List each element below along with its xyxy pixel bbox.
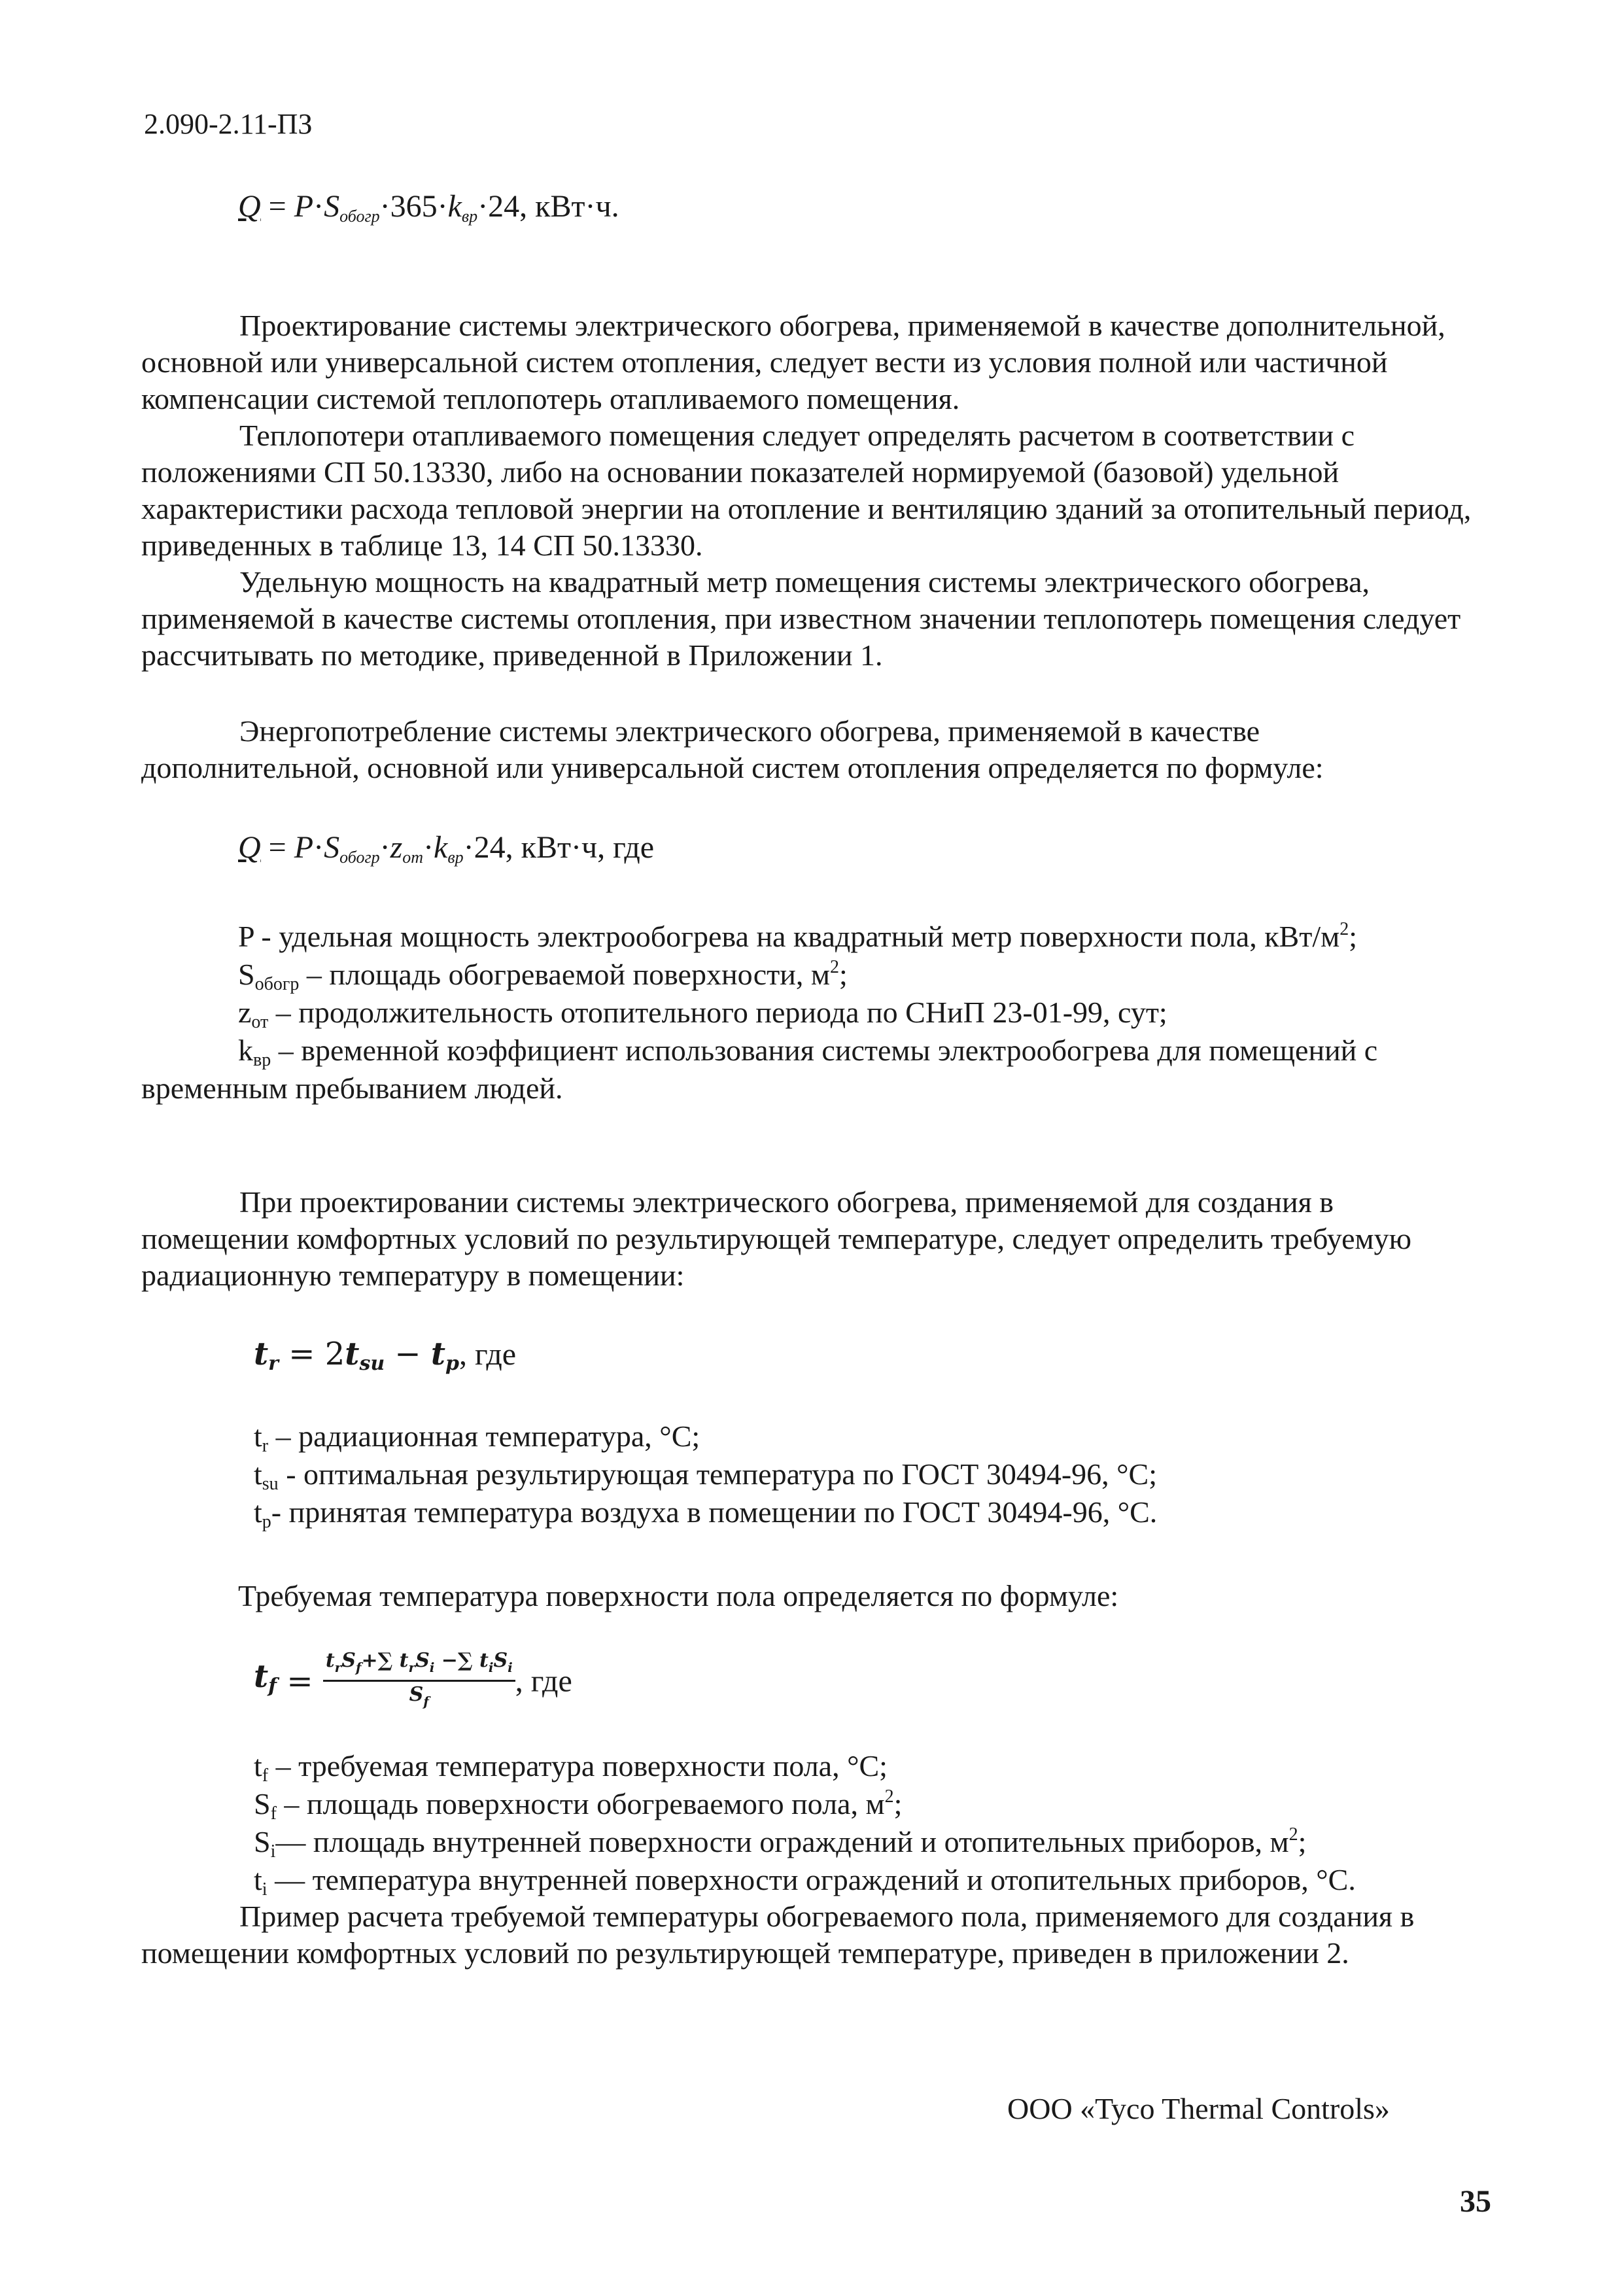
- formula-radiation-temp: $t_r = 2t_{su} - t_p$, где: [254, 1336, 517, 1375]
- definition-s-heated: $S_{обогр}$ – площадь обогреваемой поверхности, $м^2$;: [238, 957, 848, 994]
- paragraph-comfort: При проектировании системы электрического обогрева, применяемой для создания в помещении комфортных условий по результирующей температуре, следует определить требуемую радиационную температуру в помещении:: [141, 1185, 1411, 1292]
- formula-dot: ·: [423, 830, 434, 865]
- formula-rest: ·24: [463, 830, 506, 865]
- paragraph-specific-power: Удельную мощность на квадратный метр помещения системы электрического обогрева, применяемой в качестве системы отопления, при известном значении теплопотерь помещения следует рассчитывать по методике, приведенной в Приложении 1.: [141, 565, 1461, 672]
- definition-ti: $t_i$ — температура внутренней поверхности ограждений и отопительных приборов, °С.: [254, 1863, 1356, 1900]
- formula-eq: =: [268, 189, 286, 224]
- definition-tr: $t_r$ – радиационная температура, °С;: [254, 1419, 700, 1456]
- formula-var-z: z: [390, 830, 403, 865]
- definition-k-continued: временным пребыванием людей.: [141, 1071, 563, 1105]
- formula-sub-k: вр: [447, 848, 464, 867]
- formula-energy-season: $Q = P\cdot S_{обогр}\cdot z_{от}\cdot k_{вр}\cdot 24$, кВт·ч, где: [238, 830, 655, 867]
- formula-dot: ·: [379, 830, 390, 865]
- formula-var-q: Q: [238, 830, 261, 865]
- formula-var-k: k: [447, 189, 462, 224]
- company-name: ООО «Tyco Thermal Controls»: [1007, 2092, 1390, 2125]
- definition-sf: $S_f$ – площадь поверхности обогреваемого пола, $м^2$;: [254, 1786, 903, 1824]
- formula-var-p: P: [294, 189, 314, 224]
- paragraph-energy-consumption: Энергопотребление системы электрического обогрева, применяемой в качестве дополнительной, основной или универсальной систем отопления определяется по формуле:: [141, 714, 1324, 784]
- formula-var-s: S: [324, 189, 340, 224]
- formula-rest1: ·365·: [379, 189, 448, 224]
- definition-tf: $t_f$ – требуемая температура поверхности пола, °С;: [254, 1749, 888, 1786]
- paragraph-floor-temp: Требуемая температура поверхности пола определяется по формуле:: [238, 1579, 1119, 1612]
- paragraph-heat-loss: Теплопотери отапливаемого помещения следует определять расчетом в соответствии с положениями СП 50.13330, либо на основании показателей нормируемой (базовой) удельной характеристики расхода тепловой энергии на отопление и вентиляцию зданий за отопительный период, приведенных в таблице 13, 14 СП 50.13330.: [141, 419, 1472, 562]
- definition-z: $z_{от}$ – продолжительность отопительного периода по СНиП 23-01-99, сут;: [238, 996, 1167, 1032]
- definition-si: $S_i—$ площадь внутренней поверхности ограждений и отопительных приборов, $м^2$;: [254, 1824, 1307, 1862]
- formula-var-p: P: [294, 830, 314, 865]
- formula-var-k: k: [434, 830, 448, 865]
- formula-unit: , кВт·ч, где: [505, 830, 655, 865]
- formula-eq: =: [268, 830, 286, 865]
- formula-var-s: S: [324, 830, 340, 865]
- formula-sub-k: вр: [461, 207, 478, 226]
- formula-sub-s: обогр: [339, 848, 380, 867]
- definition-tsu: $t_{su}$ - оптимальная результирующая температура по ГОСТ 30494-96, °С;: [254, 1457, 1158, 1494]
- fraction-denominator: $S_f$: [409, 1683, 429, 1709]
- definition-tp: $t_p-$ принятая температура воздуха в помещении по ГОСТ 30494-96, °С.: [254, 1495, 1158, 1532]
- formula-floor-temp: $t_f$ = $\frac{t_rS_f+\sum t_rS_i -\sum t_iS_i}{S_f}$ , где: [254, 1648, 572, 1714]
- definition-p: P - удельная мощность электрообогрева на квадратный метр поверхности пола, кВт/$м^2$;: [238, 919, 1357, 953]
- formula-sub-z: от: [402, 848, 424, 867]
- paragraph-design: Проектирование системы электрического обогрева, применяемой в качестве дополнительной, основной или универсальной систем отопления, следует вести из условия полной или частичной компенсации системой теплопотерь отапливаемого помещения.: [141, 309, 1445, 415]
- definition-k: $k_{вр}$ – временной коэффициент использования системы электрообогрева для помещений с: [238, 1034, 1378, 1070]
- document-code: 2.090-2.11-ПЗ: [144, 108, 313, 140]
- formula-var-q: Q: [238, 189, 261, 224]
- page-number: 35: [1460, 2184, 1491, 2219]
- formula-energy-annual: $Q = P\cdot S_{обогр}\cdot 365\cdot k_{вр}\cdot 24$, кВт·ч.: [238, 189, 619, 226]
- paragraph-example: Пример расчета требуемой температуры обогреваемого пола, применяемого для создания в помещении комфортных условий по результирующей температуре, приведен в приложении 2.: [141, 1900, 1415, 1970]
- formula-unit: , кВт·ч.: [519, 189, 619, 224]
- fraction: [323, 1648, 515, 1714]
- fraction-numerator: $t_rS_f+\sum$ $t_rS_i$ −∑ $t_iS_i$: [323, 1648, 515, 1682]
- formula-rest2: ·24: [477, 189, 520, 224]
- formula-sub-s: обогр: [339, 207, 380, 226]
